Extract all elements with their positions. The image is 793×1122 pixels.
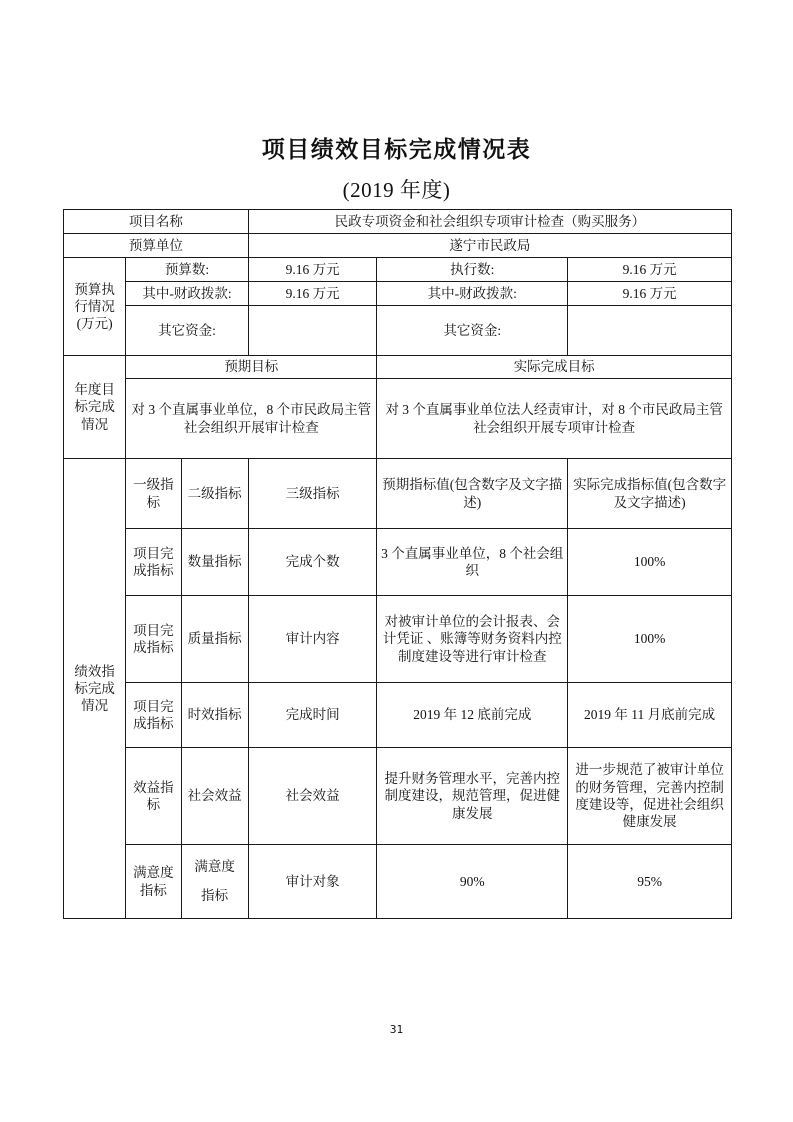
page-number: 31: [389, 1023, 404, 1036]
annual-goal-header: [64, 356, 126, 459]
annual-goal-header-text: 年度目标完成情况: [74, 382, 115, 432]
indicator-level1: [126, 748, 181, 845]
table-row: [64, 258, 732, 282]
fiscal-allocation-value-left: 9.16 万元: [248, 282, 377, 306]
table-row: [64, 683, 732, 748]
indicator-level3: 审计对象: [248, 845, 377, 919]
column-header-level1: [126, 459, 181, 529]
fiscal-allocation-label-left: 其中-财政拨款:: [126, 282, 249, 306]
budget-execution-header: [64, 258, 126, 356]
indicator-actual: 100%: [568, 529, 732, 596]
other-funds-label-right: 其它资金:: [377, 306, 568, 356]
executed-amount-value: 9.16 万元: [568, 258, 732, 282]
table-row: [64, 282, 732, 306]
column-header-level2: 二级指标: [181, 459, 248, 529]
indicator-expected: 3 个直属事业单位，8 个社会组织: [377, 529, 568, 596]
indicator-actual: 100%: [568, 596, 732, 683]
indicator-level3: 社会效益: [248, 748, 377, 845]
table-row: [64, 234, 732, 258]
indicator-level3: 完成个数: [248, 529, 377, 596]
budget-unit-value: 遂宁市民政局: [248, 234, 731, 258]
table-row: [64, 459, 732, 529]
indicator-level1: [126, 529, 181, 596]
budget-amount-value: 9.16 万元: [248, 258, 377, 282]
page-subtitle: (2019 年度): [342, 178, 451, 202]
other-funds-value-right: [568, 306, 732, 356]
actual-goal-header: 实际完成目标: [377, 356, 732, 379]
indicator-level2-text: 满意度指标: [194, 859, 235, 903]
column-header-actual: 实际完成指标值(包含数字及文字描述): [568, 459, 732, 529]
executed-amount-label: 执行数:: [377, 258, 568, 282]
indicator-actual: 95%: [568, 845, 732, 919]
expected-goal-text: 对 3 个直属事业单位，8 个市民政局主管社会组织开展审计检查: [126, 379, 377, 459]
table-row: [64, 596, 732, 683]
indicator-actual: 2019 年 11 月底前完成: [568, 683, 732, 748]
column-header-expected: 预期指标值(包含数字及文字描述): [377, 459, 568, 529]
indicator-level3: 完成时间: [248, 683, 377, 748]
fiscal-allocation-value-right: 9.16 万元: [568, 282, 732, 306]
column-header-level1-text: 一级指标: [133, 477, 174, 510]
project-name-value: 民政专项资金和社会组织专项审计检查（购买服务）: [248, 210, 731, 234]
budget-unit-label: 预算单位: [64, 234, 249, 258]
indicator-level2: 数量指标: [181, 529, 248, 596]
table-row: [64, 306, 732, 356]
indicator-level3: 审计内容: [248, 596, 377, 683]
expected-goal-header: 预期目标: [126, 356, 377, 379]
table-row: [64, 845, 732, 919]
indicator-level1: [126, 596, 181, 683]
performance-report-table: [63, 209, 732, 919]
table-row: [64, 529, 732, 596]
indicator-level1-text: 效益指标: [133, 779, 174, 812]
project-name-label: 项目名称: [64, 210, 249, 234]
column-header-level3: 三级指标: [248, 459, 377, 529]
other-funds-value-left: [248, 306, 377, 356]
indicator-level2: 社会效益: [181, 748, 248, 845]
indicator-expected: 2019 年 12 底前完成: [377, 683, 568, 748]
indicator-level1-text: 满意度指标: [133, 865, 174, 898]
actual-goal-text: 对 3 个直属事业单位法人经责审计，对 8 个市民政局主管社会组织开展专项审计检查: [377, 379, 732, 459]
indicator-level2: 质量指标: [181, 596, 248, 683]
indicator-actual: 进一步规范了被审计单位的财务管理，完善内控制度建设等，促进社会组织健康发展: [568, 748, 732, 845]
performance-section-header: [64, 459, 126, 919]
fiscal-allocation-label-right: 其中-财政拨款:: [377, 282, 568, 306]
indicator-level2: [181, 845, 248, 919]
indicator-expected: 提升财务管理水平，完善内控制度建设，规范管理，促进健康发展: [377, 748, 568, 845]
indicator-level1-text: 项目完成指标: [133, 698, 174, 731]
indicator-level1-text: 项目完成指标: [133, 545, 174, 578]
table-row: [64, 210, 732, 234]
table-row: [64, 748, 732, 845]
indicator-level1: [126, 683, 181, 748]
performance-section-header-text: 绩效指标完成情况: [74, 663, 115, 714]
budget-execution-header-text: 预算执行情况(万元): [74, 281, 115, 332]
indicator-level1: [126, 845, 181, 919]
indicator-level1-text: 项目完成指标: [133, 622, 174, 655]
indicator-expected: 90%: [377, 845, 568, 919]
table-row: [64, 379, 732, 459]
other-funds-label-left: 其它资金:: [126, 306, 249, 356]
budget-amount-label: 预算数:: [126, 258, 249, 282]
table-row: [64, 356, 732, 379]
page-title: 项目绩效目标完成情况表: [261, 137, 532, 162]
indicator-level2: 时效指标: [181, 683, 248, 748]
indicator-expected: 对被审计单位的会计报表、会计凭证 、账簿等财务资料内控制度建设等进行审计检查: [377, 596, 568, 683]
